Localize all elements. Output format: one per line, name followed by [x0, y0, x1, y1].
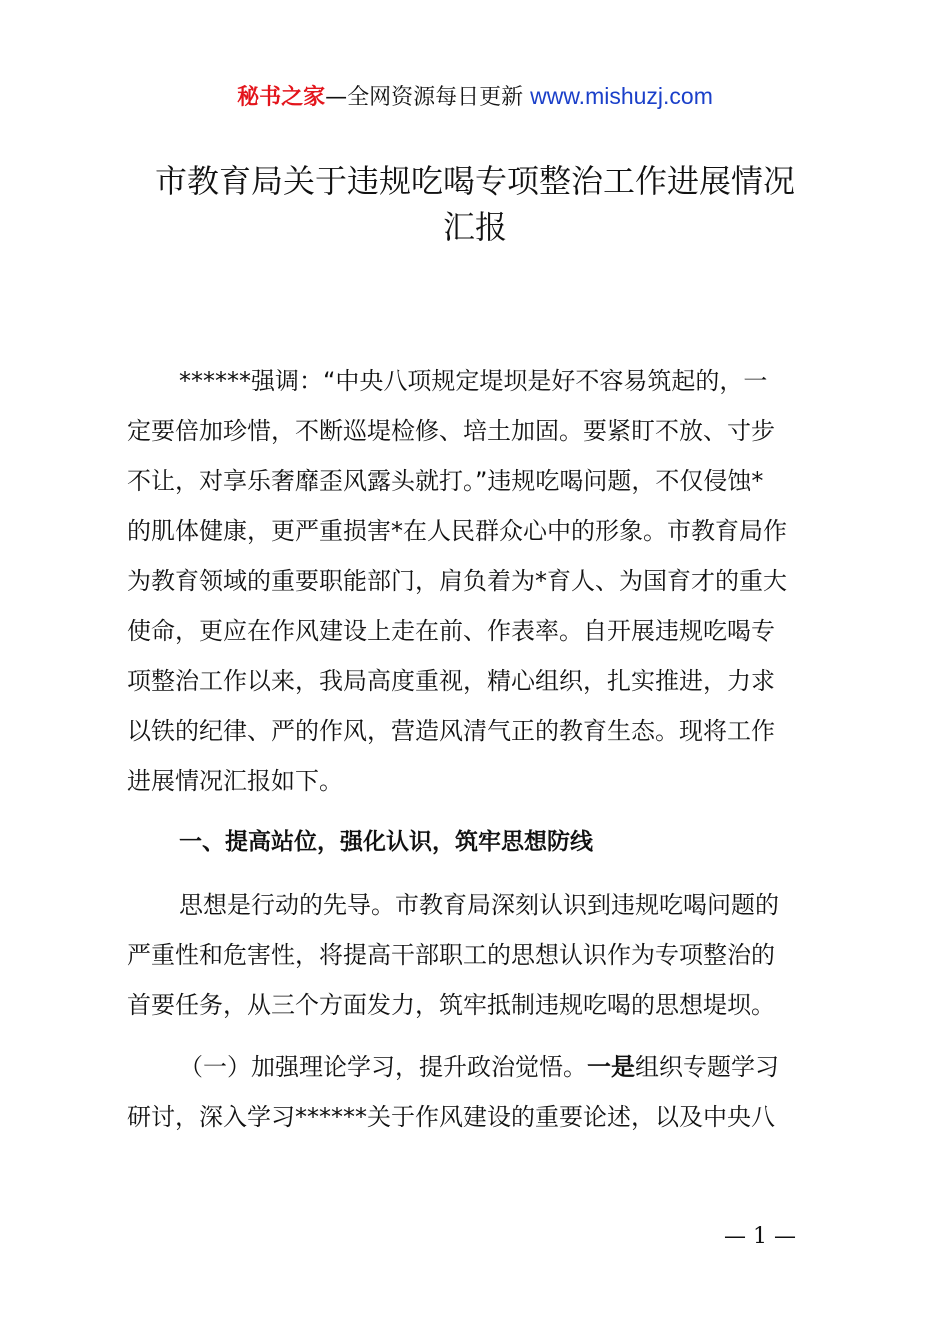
- document-title: [100, 158, 850, 250]
- text-line: 以铁的纪律、严的作风，营造风清气正的教育生态。现将工作: [127, 717, 775, 745]
- text-line: 使命，更应在作风建设上走在前、作表率。自开展违规吃喝专: [127, 617, 775, 645]
- text-line: 严重性和危害性，将提高干部职工的思想认识作为专项整治的: [127, 941, 775, 969]
- site-header: [0, 80, 950, 114]
- text-line: 的肌体健康，更严重损害*在人民群众心中的形象。市教育局作: [127, 517, 787, 545]
- site-brand: 秘书之家: [237, 85, 326, 110]
- text-line: 思想是行动的先导。市教育局深刻认识到违规吃喝问题的: [179, 891, 779, 919]
- text-line: 进展情况汇报如下。: [127, 767, 343, 795]
- text-line: 定要倍加珍惜，不断巡堤检修、培土加固。要紧盯不放、寸步: [127, 417, 775, 445]
- text-line: ******强调：“中央八项规定堤坝是好不容易筑起的，一: [179, 367, 768, 395]
- text-line: 首要任务，从三个方面发力，筑牢抵制违规吃喝的思想堤坝。: [127, 991, 775, 1019]
- site-slogan: —全网资源每日更新: [325, 85, 524, 110]
- text-line: 不让，对享乐奢靡歪风露头就打。”违规吃喝问题，不仅侵蚀*: [127, 467, 764, 495]
- text-line: 为教育领域的重要职能部门，肩负着为*育人、为国育才的重大: [127, 567, 787, 595]
- subsection-1-paragraph: [127, 1042, 832, 1142]
- intro-paragraph: [127, 356, 832, 806]
- title-line-1: 市教育局关于违规吃喝专项整治工作进展情况: [154, 162, 795, 200]
- page-number: — 1 —: [724, 1224, 796, 1249]
- section-1-paragraph: [127, 880, 832, 1030]
- text-line: 项整治工作以来，我局高度重视，精心组织，扎实推进，力求: [127, 667, 775, 695]
- subsection-1-lead: （一）加强理论学习，提升政治觉悟。: [179, 1053, 587, 1081]
- text-line: 研讨，深入学习******关于作风建设的重要论述，以及中央八: [127, 1103, 775, 1131]
- section-heading: [127, 817, 832, 867]
- emphasis-text: 一是: [587, 1053, 635, 1081]
- subsection-1-rest: 组织专题学习: [635, 1053, 779, 1081]
- section-1-heading: 一、提高站位，强化认识，筑牢思想防线: [179, 828, 593, 855]
- site-url-link[interactable]: www.mishuzj.com: [530, 83, 713, 109]
- title-line-2: 汇报: [442, 208, 507, 246]
- text-line: [127, 1042, 832, 1092]
